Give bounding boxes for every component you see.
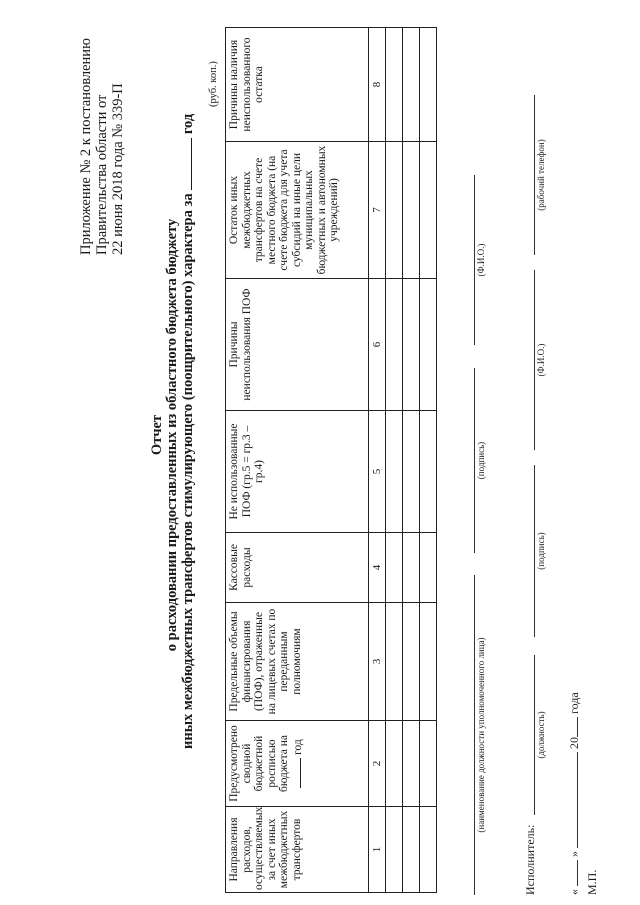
column-number-6: 6 xyxy=(369,279,386,411)
title-line-3 xyxy=(180,25,196,845)
table-cell xyxy=(403,142,420,279)
executor-fio-caption: (Ф.И.О.) xyxy=(536,343,546,377)
title-line-3-prefix: иных межбюджетных трансфертов стимулирующего (поощрительного) характера за xyxy=(180,193,196,749)
date-line xyxy=(566,692,582,895)
header-col-4: Кассовые расходы xyxy=(226,533,369,603)
year-blank-field xyxy=(180,138,192,190)
table-cell xyxy=(386,807,403,893)
table-cell xyxy=(403,721,420,807)
table-row xyxy=(420,28,437,893)
table-cell xyxy=(386,142,403,279)
header-col-2-suffix: год xyxy=(291,739,304,755)
table-cell xyxy=(403,28,420,142)
table-cell xyxy=(420,142,437,279)
appendix-line-1: Приложение № 2 к постановлению xyxy=(78,38,94,255)
table-cell xyxy=(403,603,420,721)
header-col-1: Направления расходов, осуществляемых за счет иных межбюджетных трансфертов xyxy=(226,807,369,893)
table-row xyxy=(403,28,420,893)
date-close-quote: » xyxy=(567,851,581,857)
table-cell xyxy=(403,411,420,533)
table-cell xyxy=(386,721,403,807)
date-year-word: года xyxy=(567,692,581,714)
table-row xyxy=(386,28,403,893)
executor-signature-line xyxy=(534,465,535,637)
header-col-2-text: Предусмотрено сводной бюджетной росписью бюджета на xyxy=(228,725,290,802)
column-number-3: 3 xyxy=(369,603,386,721)
table-cell xyxy=(420,603,437,721)
table-cell xyxy=(403,533,420,603)
date-month-blank xyxy=(566,752,578,848)
report-table xyxy=(225,27,437,893)
appendix-line-3: 22 июня 2018 года № 339-П xyxy=(110,83,126,255)
date-open-quote: « xyxy=(567,889,581,895)
official-position-caption: (наименование должности уполномоченного лица) xyxy=(476,637,486,833)
title-line-3-suffix: год xyxy=(180,113,196,135)
column-number-row xyxy=(369,28,386,893)
executor-phone-line xyxy=(534,95,535,255)
column-number-4: 4 xyxy=(369,533,386,603)
executor-position-line xyxy=(534,655,535,815)
title-line-2: о расходовании предоставленных из областного бюджета бюджету xyxy=(164,218,180,652)
official-fio-caption: (Ф.И.О.) xyxy=(476,243,486,277)
table-cell xyxy=(386,28,403,142)
table-cell xyxy=(420,721,437,807)
executor-position-caption: (должность) xyxy=(536,711,546,759)
stamp-label: М.П. xyxy=(585,869,599,895)
appendix-note xyxy=(78,25,126,255)
table-cell xyxy=(420,279,437,411)
header-col-3: Предельные объемы финансирования (ПОФ), отраженные на лицевых счетах по переданным полномочиям xyxy=(226,603,369,721)
appendix-line-2: Правительства области от xyxy=(94,94,110,255)
column-number-2: 2 xyxy=(369,721,386,807)
header-row xyxy=(226,28,369,893)
table-cell xyxy=(403,279,420,411)
executor-fio-line xyxy=(534,270,535,450)
report-title xyxy=(150,25,196,845)
column-number-1: 1 xyxy=(369,807,386,893)
official-signature-caption: (подпись) xyxy=(476,441,486,480)
table-cell xyxy=(386,533,403,603)
units-note: (руб. коп.) xyxy=(208,61,219,107)
executor-phone-caption: (рабочий телефон) xyxy=(536,139,546,211)
table-cell xyxy=(420,411,437,533)
table-cell xyxy=(386,279,403,411)
table-cell xyxy=(386,411,403,533)
table-cell xyxy=(403,807,420,893)
executor-signature-caption: (подпись) xyxy=(536,532,546,570)
table-cell xyxy=(420,533,437,603)
title-line-1: Отчет xyxy=(149,414,165,456)
column-number-5: 5 xyxy=(369,411,386,533)
table-cell xyxy=(386,603,403,721)
column-number-8: 8 xyxy=(369,28,386,142)
header-col-7: Остаток иных межбюджетных трансфертов на счете местного бюджета (на счете бюджета для учета субсидий на иные цели муниципальных бюджетных и автономных учреждений) xyxy=(226,142,369,279)
official-fio-line xyxy=(474,175,475,345)
executor-label: Исполнитель: xyxy=(523,824,537,895)
header-col-8: Причины наличия неиспользованного остатка xyxy=(226,28,369,142)
table-cell xyxy=(420,28,437,142)
date-year-blank xyxy=(566,717,578,737)
header-col-2 xyxy=(226,721,369,807)
header-year-blank xyxy=(291,758,301,788)
official-position-line xyxy=(474,575,475,895)
header-col-6: Причины неиспользования ПОФ xyxy=(226,279,369,411)
column-number-7: 7 xyxy=(369,142,386,279)
date-year-prefix: 20 xyxy=(567,737,581,749)
official-signature-line xyxy=(474,368,475,553)
date-day-blank xyxy=(566,860,578,886)
table-cell xyxy=(420,807,437,893)
header-col-5: Не использованные ПОФ (гр.5 = гр.3 – гр.4) xyxy=(226,411,369,533)
